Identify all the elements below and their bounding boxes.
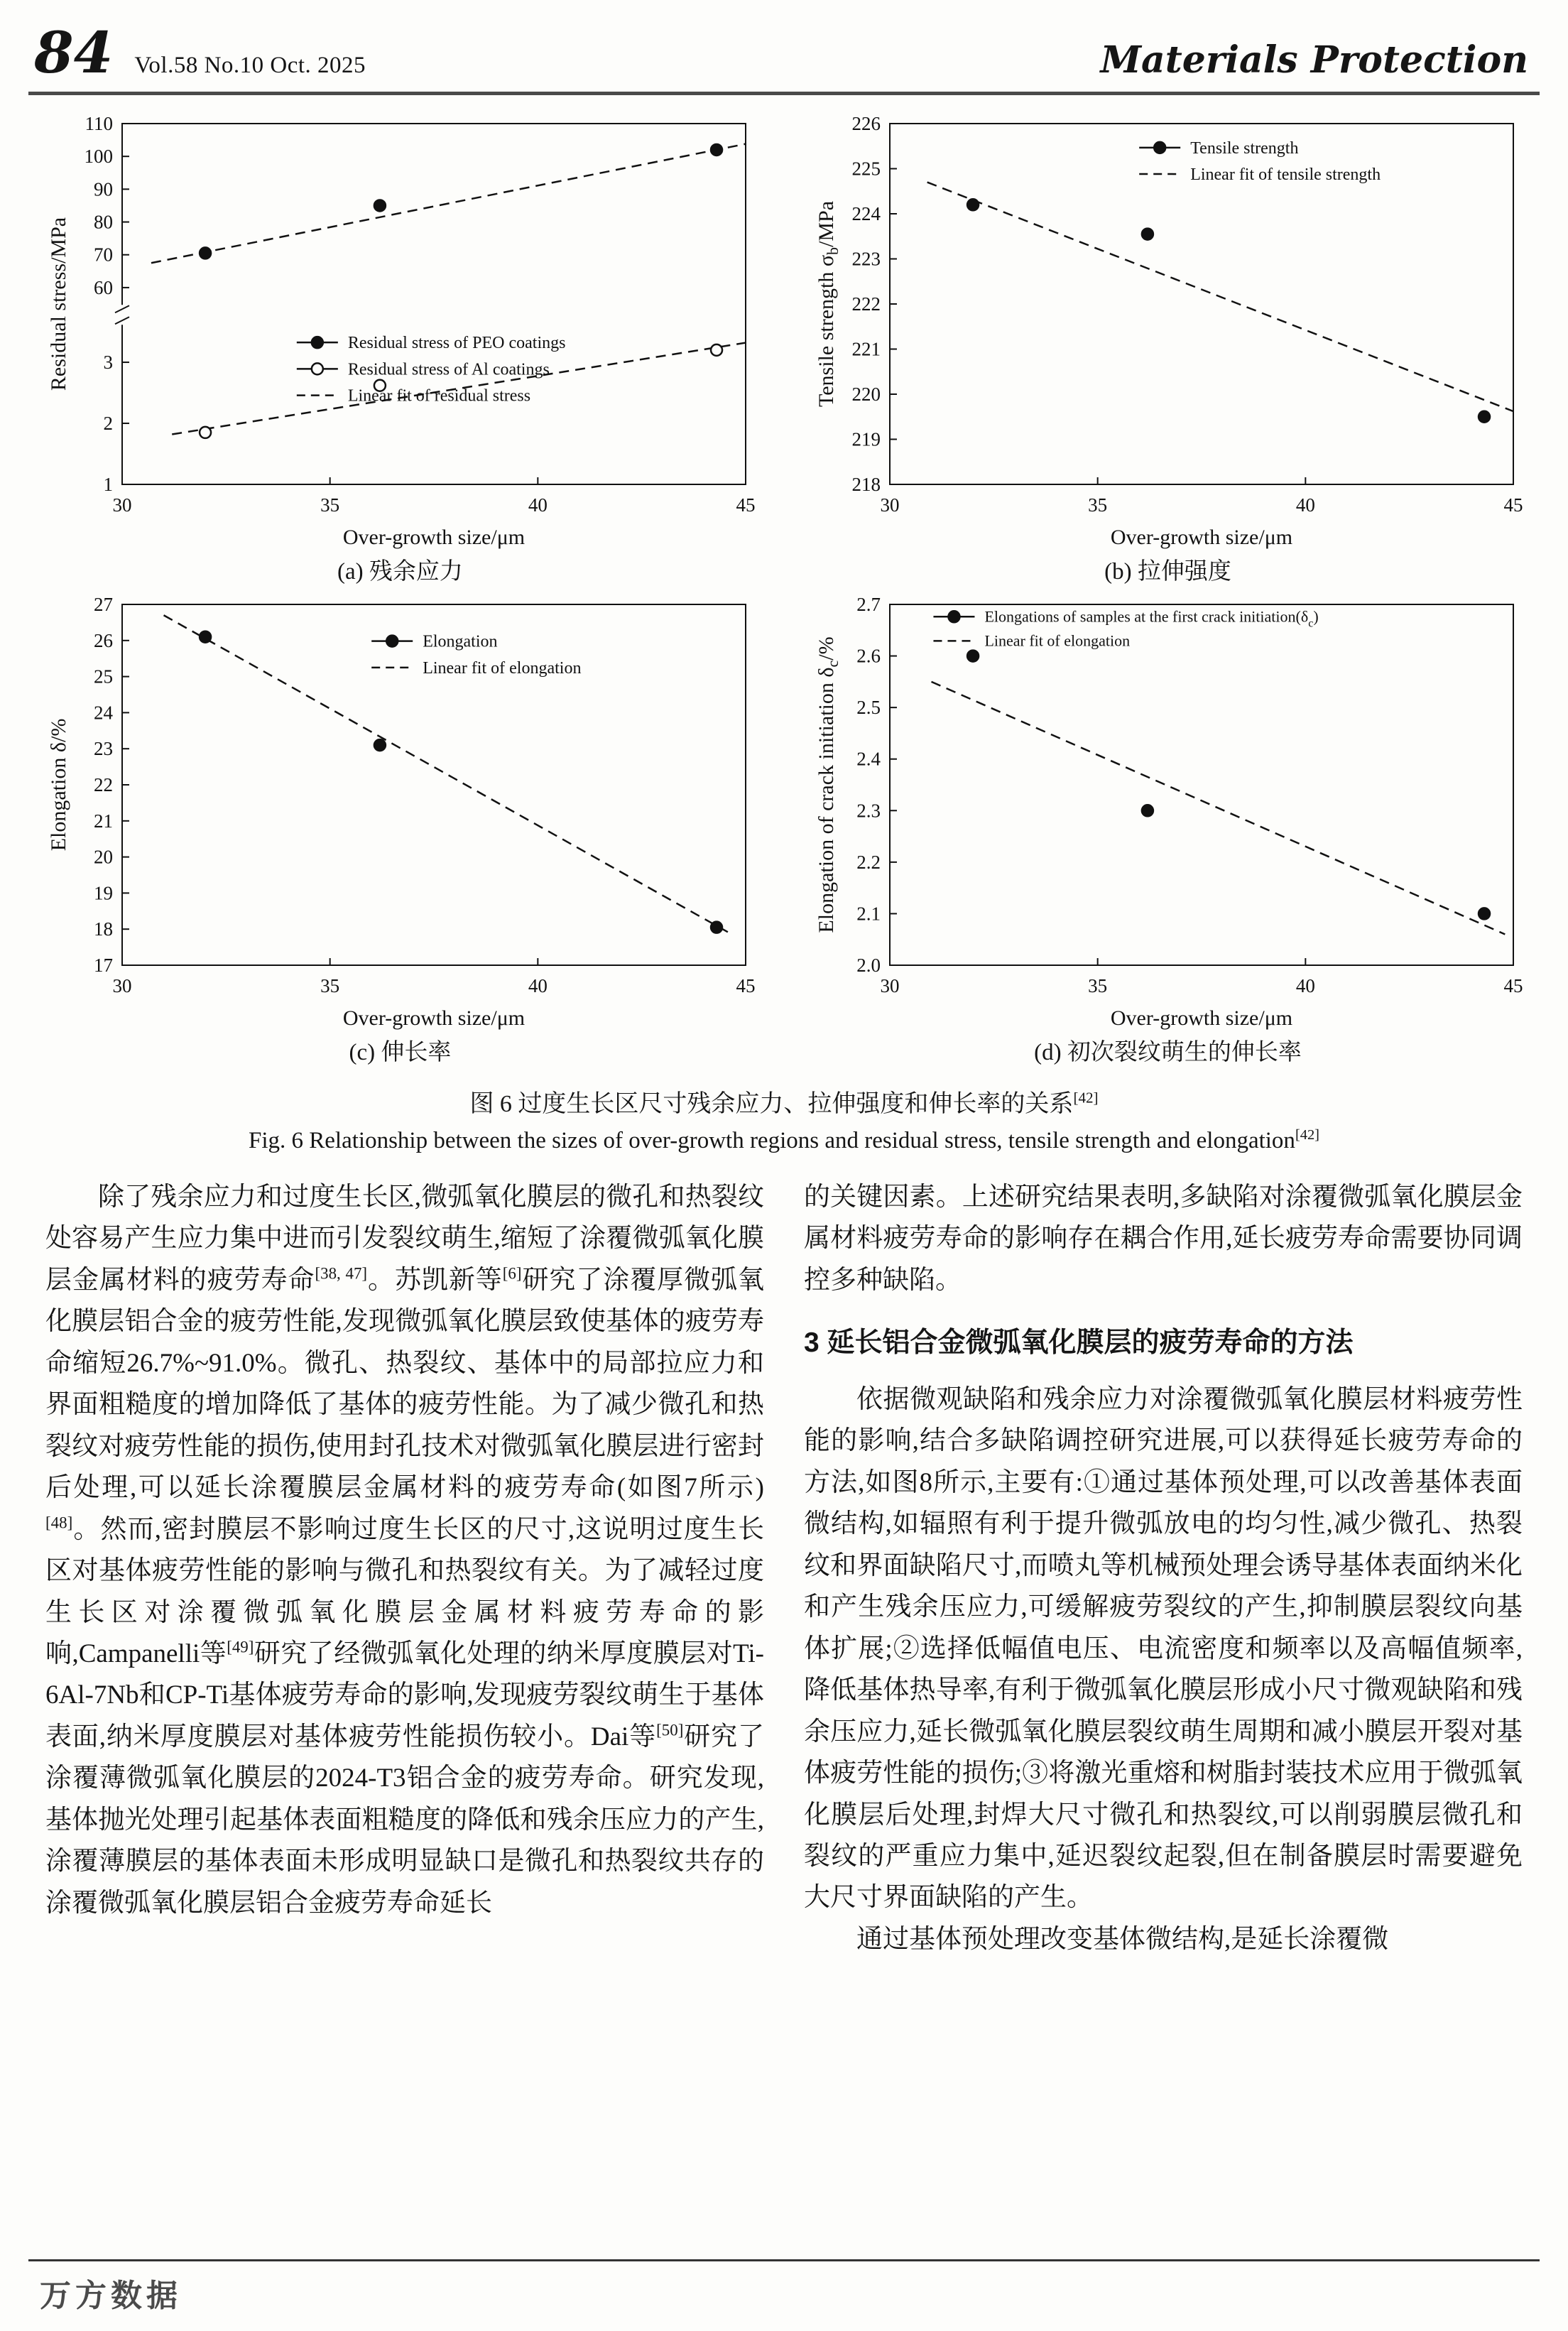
svg-text:80: 80 [93,211,113,233]
svg-text:2.1: 2.1 [856,903,881,925]
page-footer [28,2259,1540,2315]
svg-text:Elongation δ/%: Elongation δ/% [46,718,70,852]
svg-text:Tensile strength: Tensile strength [1189,138,1298,158]
svg-text:18: 18 [93,918,113,940]
figure-caption-zh [26,1084,1542,1119]
svg-text:Tensile strength σb/MPa: Tensile strength $\sigma_b$/MPa [814,200,842,408]
svg-text:60: 60 [93,276,113,298]
svg-text:Over-growth size/μm: Over-growth size/μm [1110,526,1292,549]
svg-text:224: 224 [851,203,881,224]
figure-6-area [0,95,1568,1154]
chart-a-block [38,112,763,586]
svg-text:222: 222 [851,293,881,315]
svg-text:Over-growth size/μm: Over-growth size/μm [342,1006,525,1030]
svg-text:Elongations of samples at the: Elongations of samples at the first crack $initiation(\delta_c)$ [984,607,1319,630]
svg-text:23: 23 [93,738,113,760]
svg-text:40: 40 [1295,975,1315,996]
issue-info: Vol.58 No.10 Oct. 2025 [134,53,366,78]
svg-text:30: 30 [112,975,131,996]
svg-text:35: 35 [320,494,339,516]
svg-text:27: 27 [93,594,113,615]
svg-text:Residual stress of Al coatings: Residual stress of Al coatings [347,360,550,379]
chart-c-caption: (c) 伸长率 [349,1040,452,1065]
svg-text:19: 19 [93,882,113,904]
svg-text:30: 30 [880,494,899,516]
svg-text:30: 30 [880,975,899,996]
svg-text:2.6: 2.6 [856,645,881,667]
figure-caption-zh-text: 图 6 过度生长区尺寸残余应力、拉伸强度和伸长率的关系 [469,1091,1074,1117]
svg-text:2.0: 2.0 [856,955,881,976]
svg-text:Elongation: Elongation [422,632,498,651]
chart-d-caption: (d) 初次裂纹萌生的伸长率 [1034,1040,1302,1065]
svg-text:20: 20 [93,846,113,868]
chart-b-tensile-strength [806,112,1530,553]
svg-text:Over-growth size/μm: Over-growth size/μm [1110,1006,1292,1030]
svg-text:219: 219 [851,428,881,450]
svg-text:45: 45 [1503,975,1523,996]
chart-d-crack-initiation-elongation [806,593,1530,1033]
svg-text:Over-growth size/μm: Over-growth size/μm [342,526,525,549]
svg-text:110: 110 [85,113,113,134]
paragraph: 除了残余应力和过度生长区,微弧氧化膜层的微孔和热裂纹处容易产生应力集中进而引发裂纹萌生,缩短了涂覆微弧氧化膜层金属材料的疲劳寿命[38, 47]。苏凯新等[6]研究了涂覆厚微弧氧化膜层铝合金的疲劳性能,发现微弧氧化膜层致使基体的疲劳寿命缩短26.7%~91.0%。微孔、热裂纹、基体中的局部拉应力和界面粗糙度的增加降低了基体的疲劳性能。为了减少微孔和热裂纹对疲劳性能的损伤,使用封孔技术对微弧氧化膜层进行密封后处理,可以延长涂覆膜层金属材料的疲劳寿命(如图7所示)[48]。然而,密封膜层不影响过度生长区的尺寸,这说明过度生长区对基体疲劳性能的影响与微孔和热裂纹有关。为了减轻过度生长区对涂覆微弧氧化膜层金属材料疲劳寿命的影响,Campanelli等[49]研究了经微弧氧化处理的纳米厚度膜层对Ti-6Al-7Nb和CP-Ti基体疲劳寿命的影响,发现疲劳裂纹萌生于基体表面,纳米厚度膜层对基体疲劳性能损伤较小。Dai等[50]研究了涂覆薄微弧氧化膜层的2024-T3铝合金的疲劳寿命。研究发现,基体抛光处理引起基体表面粗糙度的降低和残余压应力的产生,涂覆薄膜层的基体表面未形成明显缺口是微孔和热裂纹共存的涂覆微弧氧化膜层铝合金疲劳寿命延长 [45,1183,765,1918]
svg-text:40: 40 [1295,494,1315,516]
svg-text:Residual stress of PEO coating: Residual stress of PEO coatings [347,334,565,353]
paragraph: 依据微观缺陷和残余应力对涂覆微弧氧化膜层材料疲劳性能的影响,结合多缺陷调控研究进展,可以获得延长疲劳寿命的方法,如图8所示,主要有:①通过基体预处理,可以改善基体表面微结构,如辐照有利于提升微弧放电的均匀性,减少微孔、热裂纹和界面缺陷尺寸,而喷丸等机械预处理会诱导基体表面纳米化和产生残余压应力,可缓解疲劳裂纹的产生,抑制膜层裂纹向基体扩展;②选择低幅值电压、电流密度和频率以及高幅值频率,降低基体热导率,有利于微弧氧化膜层形成小尺寸微观缺陷和残余压应力,延长微弧氧化膜层裂纹萌生周期和减小膜层开裂对基体疲劳性能的损伤;③将激光重熔和树脂封装技术应用于微弧氧化膜层后处理,封焊大尺寸微孔和热裂纹,可以削弱膜层微孔和裂纹的严重应力集中,延迟裂纹起裂,但在制备膜层时需要避免大尺寸界面缺陷的产生。 [804,1384,1523,1913]
svg-text:223: 223 [851,248,881,270]
svg-text:Linear fit of tensile strength: Linear fit of tensile strength [1189,165,1381,184]
page-number: 84 [34,19,114,86]
chart-b-block [806,112,1530,586]
figure-caption-zh-ref: [42] [1073,1089,1099,1107]
chart-b-caption: (b) 拉伸强度 [1104,559,1231,585]
svg-text:2.3: 2.3 [856,800,881,822]
section-heading: 3 延长铝合金微弧氧化膜层的疲劳寿命的方法 [804,1327,1354,1359]
svg-text:40: 40 [528,975,548,996]
svg-text:21: 21 [93,810,113,832]
page-header [0,0,1568,87]
chart-a-caption: (a) 残余应力 [337,559,463,585]
svg-text:90: 90 [93,178,113,200]
charts-grid [26,112,1542,1067]
chart-a-residual-stress [38,112,763,553]
svg-text:30: 30 [112,494,131,516]
svg-text:24: 24 [93,702,113,724]
svg-text:45: 45 [736,494,755,516]
svg-text:Linear fit of elongation: Linear fit of elongation [984,631,1130,650]
journal-name: Materials Protection [1100,38,1528,82]
article-column-left [45,1177,764,1960]
svg-text:17: 17 [93,955,113,976]
svg-text:220: 220 [851,384,881,405]
svg-text:225: 225 [851,158,881,180]
svg-text:226: 226 [851,113,881,134]
svg-text:1: 1 [103,474,113,495]
svg-text:2.4: 2.4 [856,748,881,770]
svg-text:Elongation of crack initiation: Elongation of crack initiation $\delta_c/\%$ [814,636,842,933]
svg-text:2.5: 2.5 [856,697,881,719]
svg-text:Linear fit of elongation: Linear fit of elongation [422,658,581,678]
svg-text:26: 26 [93,629,113,651]
footer-rule [28,2259,1540,2261]
svg-text:100: 100 [84,146,113,168]
svg-text:25: 25 [93,665,113,688]
chart-c-elongation [38,593,763,1033]
chart-d-block [806,593,1530,1067]
article-column-right [804,1177,1523,1960]
paragraph: 通过基体预处理改变基体微结构,是延长涂覆微 [856,1924,1389,1954]
svg-text:3: 3 [103,352,113,374]
figure-caption-en [26,1127,1542,1154]
figure-caption-en-text: Fig. 6 Relationship between the sizes of over-growth regions and residual stress, tensile strength and elongation [249,1128,1295,1153]
svg-text:22: 22 [93,774,113,795]
svg-text:45: 45 [1503,494,1523,516]
svg-text:35: 35 [1087,975,1107,996]
svg-text:35: 35 [320,975,339,996]
article-body [0,1154,1568,1960]
svg-text:218: 218 [851,474,881,495]
svg-text:35: 35 [1087,494,1107,516]
svg-text:40: 40 [528,494,548,516]
svg-text:Residual stress/MPa: Residual stress/MPa [46,217,70,391]
svg-text:2.7: 2.7 [856,594,881,615]
svg-text:45: 45 [736,975,755,996]
chart-c-block [38,593,763,1067]
svg-text:2: 2 [103,413,113,435]
paragraph: 的关键因素。上述研究结果表明,多缺陷对涂覆微弧氧化膜层金属材料疲劳寿命的影响存在耦合作用,延长疲劳寿命需要协同调控多种缺陷。 [804,1183,1523,1295]
svg-text:70: 70 [93,244,113,266]
svg-text:221: 221 [851,338,881,360]
wanfang-watermark: 万方数据 [40,2278,182,2313]
svg-text:Linear fit of residual stress: Linear fit of residual stress [347,386,530,406]
figure-caption-en-ref: [42] [1295,1127,1319,1143]
svg-text:2.2: 2.2 [856,851,881,873]
